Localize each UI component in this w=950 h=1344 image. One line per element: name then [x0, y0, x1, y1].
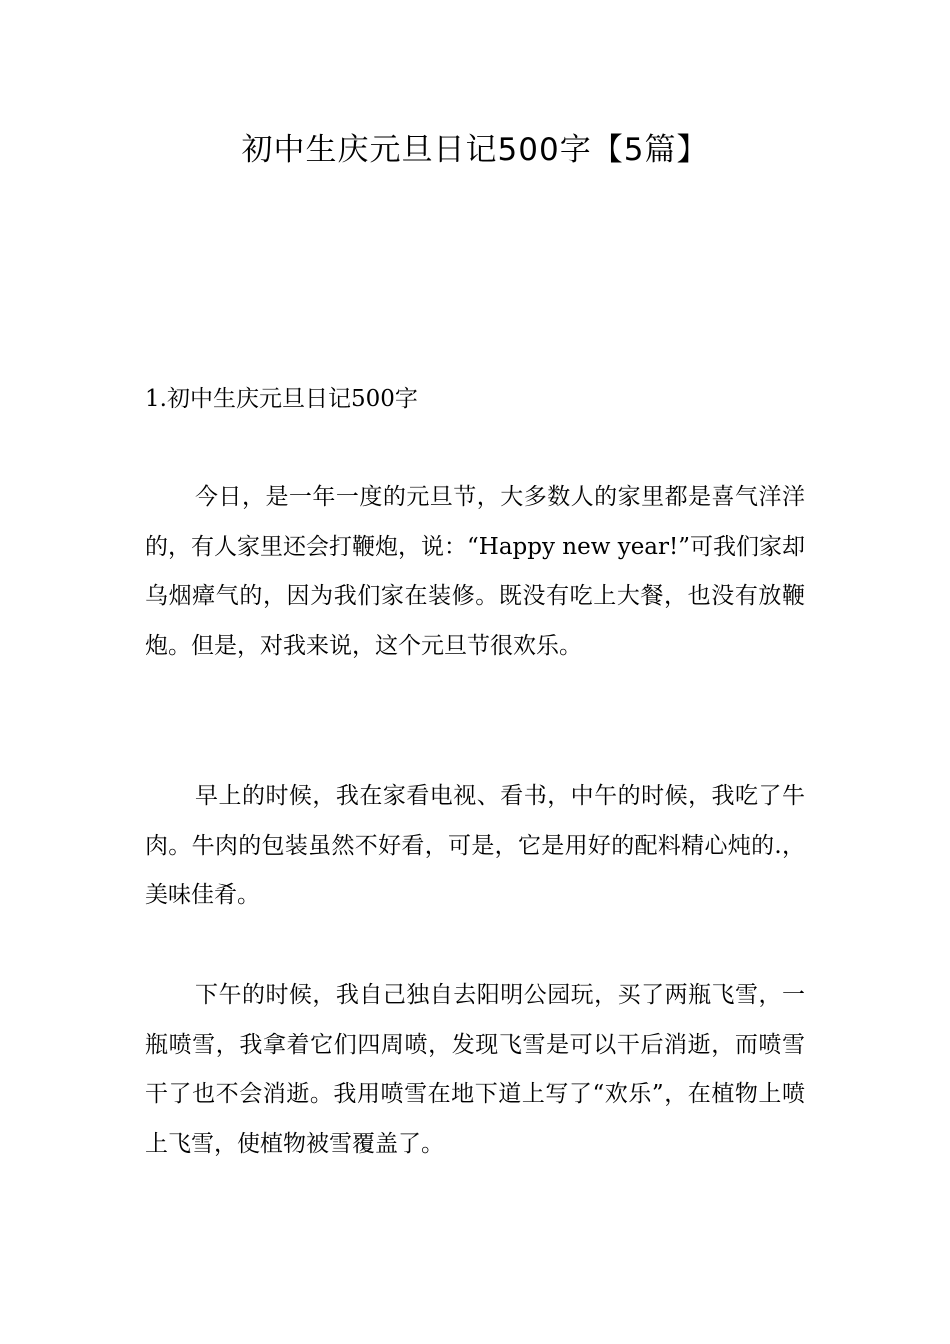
paragraph-3: 下午的时候，我自己独自去阳明公园玩，买了两瓶飞雪，一瓶喷雪，我拿着它们四周喷，发现飞雪是可以干后消逝，而喷雪干了也不会消逝。我用喷雪在地下道上写了“欢乐”，在植物上喷上飞雪，使植物被雪覆盖了。	[145, 982, 805, 1157]
paragraph-1: 今日，是一年一度的元旦节，大多数人的家里都是喜气洋洋的，有人家里还会打鞭炮，说：“Happy new year!”可我们家却乌烟瘴气的，因为我们家在装修。既没有吃上大餐，也没有放鞭炮。但是，对我来说，这个元旦节很欢乐。	[145, 484, 806, 659]
document-title: 初中生庆元旦日记500字【5篇】	[241, 132, 709, 168]
section-heading: 1.初中生庆元旦日记500字	[145, 386, 418, 412]
paragraph-2: 早上的时候，我在家看电视、看书，中午的时候，我吃了牛肉。牛肉的包装虽然不好看，可是，它是用好的配料精心炖的.，美味佳肴。	[145, 783, 805, 908]
